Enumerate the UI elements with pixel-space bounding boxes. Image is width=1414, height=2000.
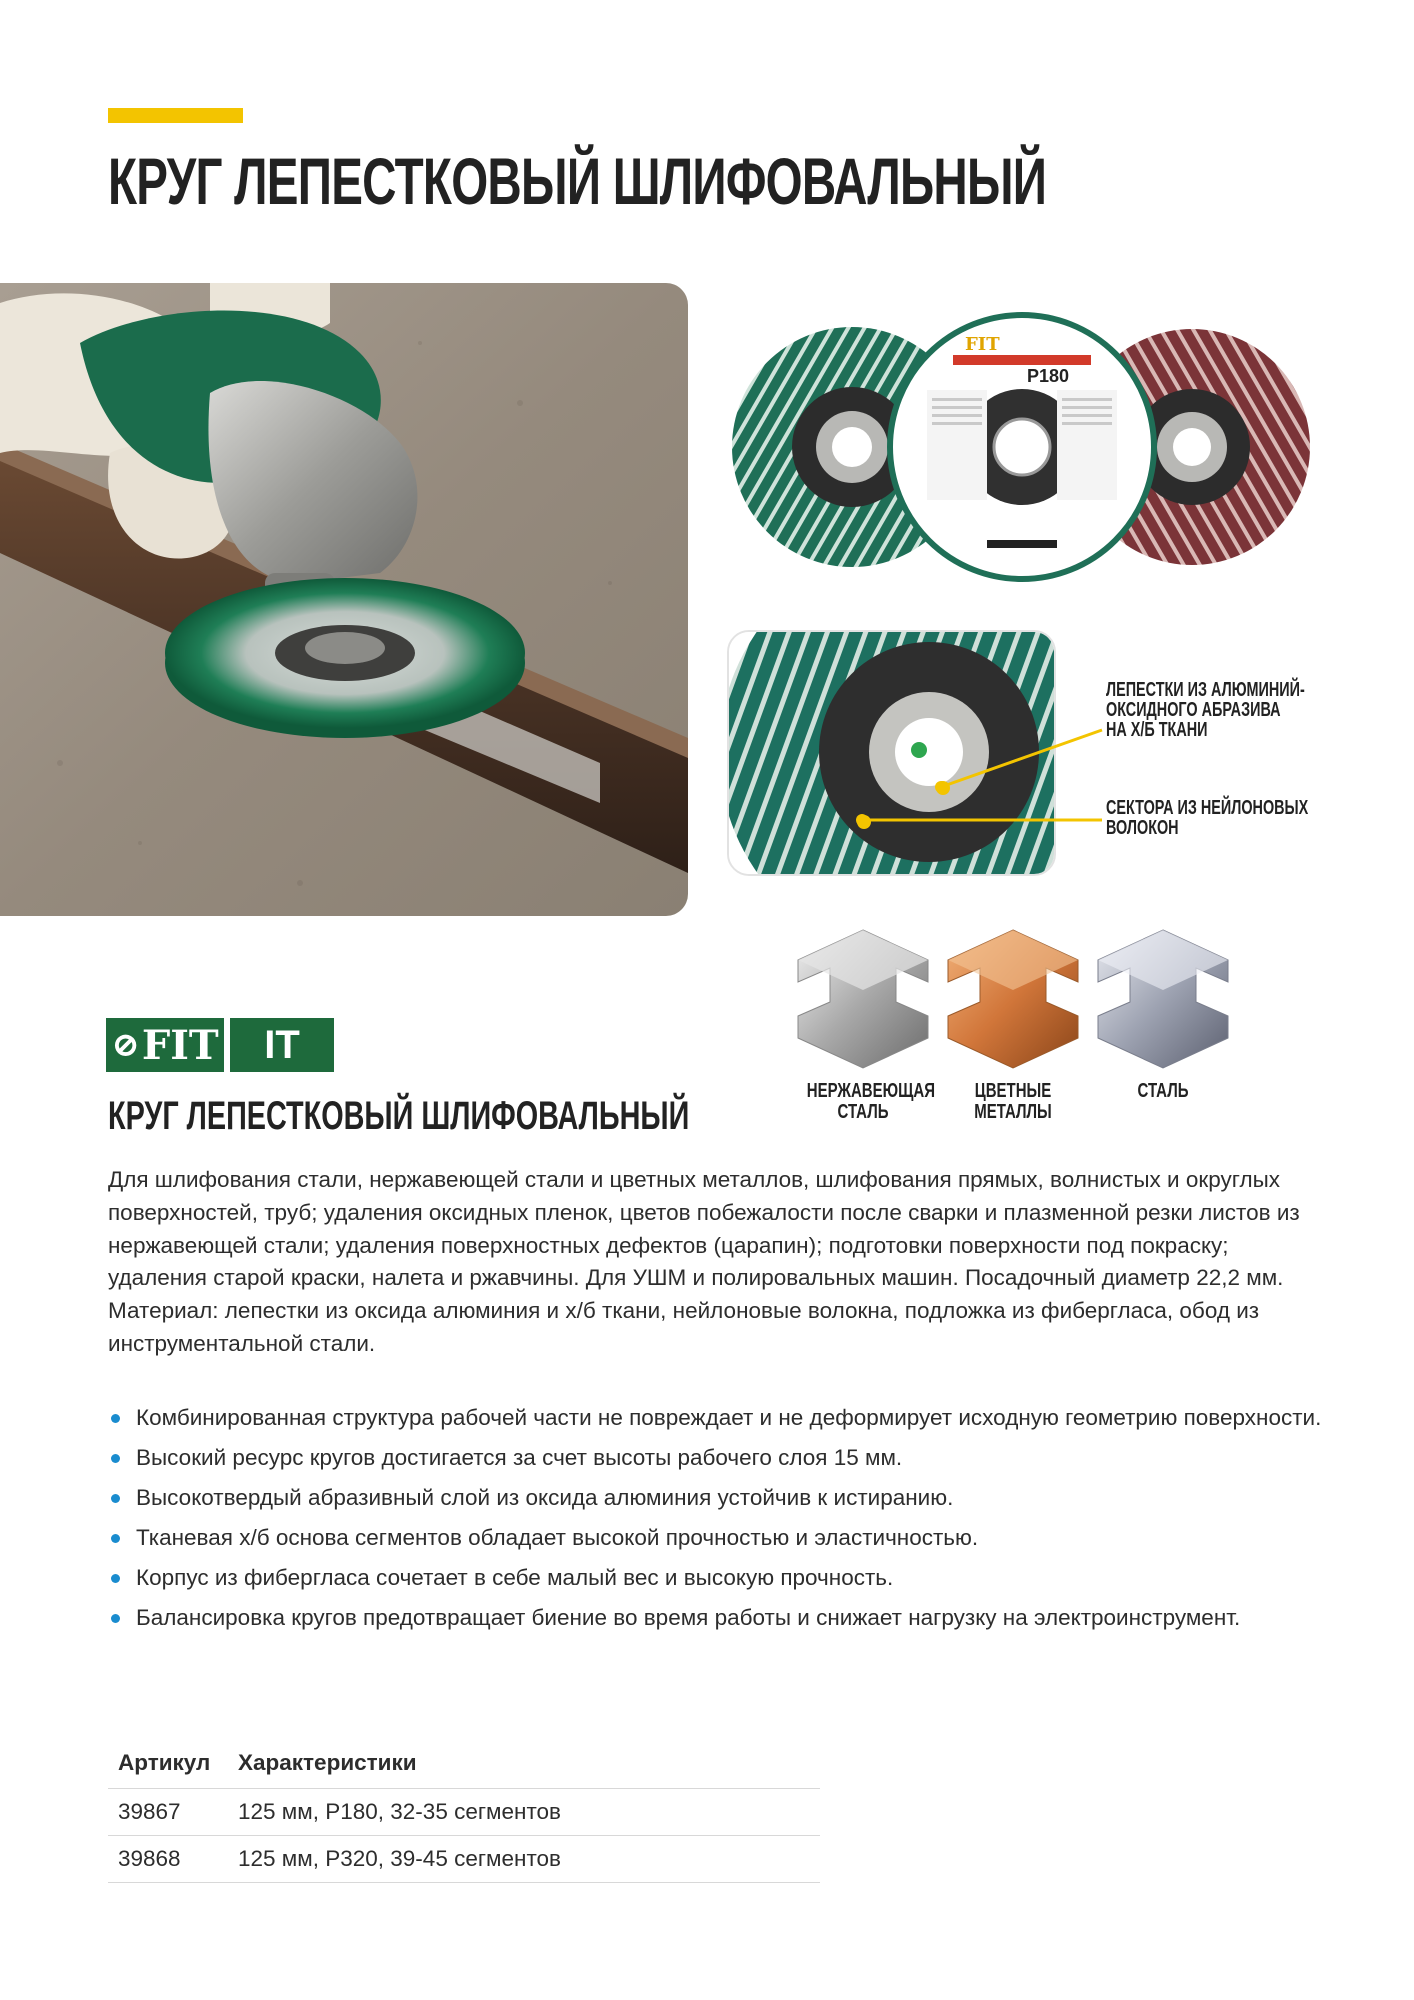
column-header-article: Артикул [118, 1750, 211, 1775]
package-article: 39867 [1052, 342, 1080, 353]
steel-ibeam-icon [1088, 920, 1238, 1070]
fit-it-logo [106, 1018, 334, 1072]
table-row [108, 1789, 820, 1836]
nonferrous-metal-ibeam-icon [938, 920, 1088, 1070]
package-brand: FIT [965, 334, 1000, 355]
accent-bar [108, 108, 243, 123]
material-label-nonferrous: ЦВЕТНЫЕ МЕТАЛЛЫ [974, 1080, 1052, 1123]
callout-sectors: СЕКТОРА ИЗ НЕЙЛОНОВЫХ ВОЛОКОН [1106, 797, 1309, 839]
feature-item: Балансировка кругов предотвращает биение во время работы и снижает нагрузку на электроинструмент. [108, 1602, 1328, 1634]
page-title: КРУГ ЛЕПЕСТКОВЫЙ ШЛИФОВАЛЬНЫЙ [108, 144, 1047, 218]
product-discs-photo [727, 310, 1317, 585]
material-label-stainless: НЕРЖАВЕЮЩАЯ СТАЛЬ [806, 1080, 935, 1123]
callout-leaders [830, 690, 1110, 850]
stainless-steel-ibeam-icon [788, 920, 938, 1070]
cell-specs: 125 мм, P320, 39-45 сегментов [228, 1836, 820, 1883]
feature-item: Тканевая х/б основа сегментов обладает высокой прочностью и эластичностью. [108, 1522, 1328, 1554]
feature-item: Комбинированная структура рабочей части не повреждает и не деформирует исходную геометрию поверхности. [108, 1402, 1328, 1434]
cell-article: 39868 [108, 1836, 228, 1883]
column-header-specs: Характеристики [238, 1750, 417, 1775]
product-title: КРУГ ЛЕПЕСТКОВЫЙ ШЛИФОВАЛЬНЫЙ [108, 1094, 690, 1138]
package-grit: P180 [1027, 366, 1070, 386]
cell-specs: 125 мм, P180, 32-35 сегментов [228, 1789, 820, 1836]
spec-table [108, 1748, 820, 1883]
table-header-row [108, 1748, 820, 1789]
material-steel [1088, 920, 1238, 1102]
feature-item: Высокий ресурс кругов достигается за счет высоты рабочего слоя 15 мм. [108, 1442, 1328, 1474]
material-nonferrous [938, 920, 1088, 1123]
feature-item: Корпус из фибергласа сочетает в себе малый вес и высокую прочность. [108, 1562, 1328, 1594]
cell-article: 39867 [108, 1789, 228, 1836]
feature-item: Высокотвердый абразивный слой из оксида алюминия устойчив к истиранию. [108, 1482, 1328, 1514]
grinder-photo [0, 283, 688, 916]
table-row [108, 1836, 820, 1883]
material-stainless-steel [788, 920, 938, 1123]
callout-petals: ЛЕПЕСТКИ ИЗ АЛЮМИНИЙ- ОКСИДНОГО АБРАЗИВА НА Х/Б ТКАНИ [1106, 679, 1305, 741]
logo-fit: ⊘ FIT [106, 1018, 224, 1072]
material-label-steel: СТАЛЬ [1137, 1080, 1189, 1102]
logo-it: IT [230, 1018, 334, 1072]
product-description: Для шлифования стали, нержавеющей стали и цветных металлов, шлифования прямых, волнистых и округлых поверхностей, труб; удаления оксидных пленок, цветов побежалости после сварки и плазменной резки листов из нержавеющей стали; удаления поверхностных дефектов (царапин); подготовки поверхности под покраску; удаления старой краски, налета и ржавчины. Для УШМ и полировальных машин. Посадочный диаметр 22,2 мм. Материал: лепестки из оксида алюминия и х/б ткани, нейлоновые волокна, подложка из фибергласа, обод из инструментальной стали. [108, 1167, 1300, 1356]
feature-list [108, 1402, 1328, 1642]
